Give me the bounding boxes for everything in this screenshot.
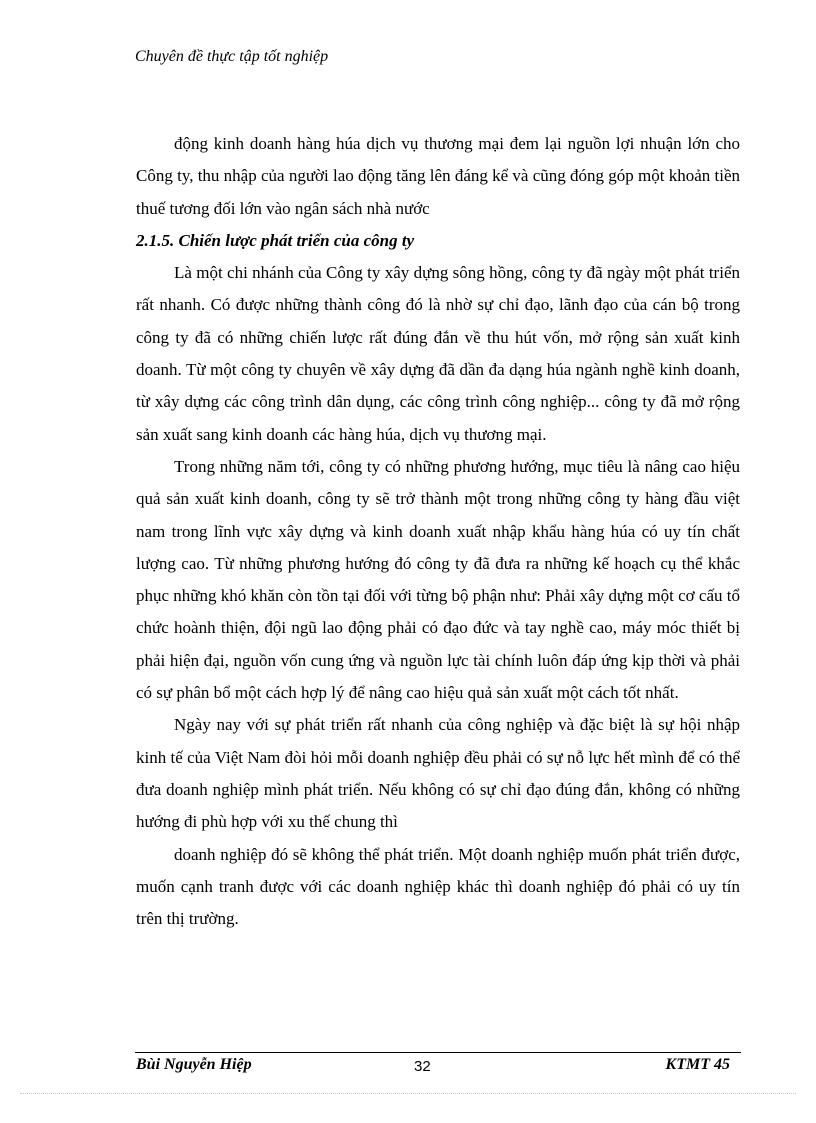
footer-author: Bùi Nguyễn Hiệp xyxy=(136,1056,252,1073)
page-bottom-border xyxy=(20,1093,796,1094)
paragraph-3: Ngày nay với sự phát triển rất nhanh của công nghiệp và đặc biệt là sự hội nhập kinh tế của Việt Nam đòi hỏi mỗi doanh nghiệp đều phải có sự nỗ lực hết mình để có thể đưa doanh nghiệp mình phát triển. Nếu không có sự chỉ đạo đúng đắn, không có những hướng đi phù hợp với xu thế chung thì xyxy=(136,715,740,832)
header-title: Chuyên đề thực tập tốt nghiệp xyxy=(135,48,329,65)
footer-page-number: 32 xyxy=(414,1058,431,1075)
paragraph-4: doanh nghiệp đó sẽ không thể phát triển. Một doanh nghiệp muốn phát triển được, muốn cạnh tranh được với các doanh nghiệp khác thì doanh nghiệp đó phải có uy tín trên thị trường. xyxy=(136,844,740,929)
section-heading: 2.1.5. Chiến lược phát triển của công ty xyxy=(136,230,415,250)
paragraph-2: Trong những năm tới, công ty có những phương hướng, mục tiêu là nâng cao hiệu quả sản xuất kinh doanh, công ty sẽ trở thành một trong những công ty hàng đầu việt nam trong lĩnh vực xây dựng và kinh doanh xuất nhập khẩu hàng húa có uy tín chất lượng cao. Từ những phương hướng đó công ty đã đưa ra những kế hoạch cụ thể khắc phục những khó khăn còn tồn tại đối với từng bộ phận như: Phải xây dựng một cơ cấu tổ chức hoành thiện, đội ngũ lao động phải có đạo đức và tay nghề cao, máy móc thiết bị phải hiện đại, nguồn vốn cung ứng và nguồn lực tài chính luôn đáp ứng kịp thời và phải có sự phân bổ một cách hợp lý để nâng cao hiệu quả sản xuất một cách tốt nhất. xyxy=(136,456,740,703)
paragraph-continuation: động kinh doanh hàng húa dịch vụ thương mại đem lại nguồn lợi nhuận lớn cho Công ty, thu nhập của người lao động tăng lên đáng kể và cũng đóng góp một khoản tiền thuế tương đối lớn vào ngân sách nhà nước xyxy=(136,134,740,218)
footer-rule xyxy=(135,1052,741,1053)
paragraph-1: Là một chi nhánh của Công ty xây dựng sông hồng, công ty đã ngày một phát triển rất nhanh. Có được những thành công đó là nhờ sự chỉ đạo, lãnh đạo của cán bộ trong công ty đã có những chiến lược rất đúng đắn về thu hút vốn, mở rộng sản xuất kinh doanh. Từ một công ty chuyên về xây dựng đã dần đa dạng húa ngành nghề kinh doanh, từ xây dựng các công trình dân dụng, các công trình công nghiệp... công ty đã mở rộng sản xuất sang kinh doanh các hàng húa, dịch vụ thương mại. xyxy=(136,263,740,444)
body-text xyxy=(136,128,740,935)
footer-class-code: KTMT 45 xyxy=(665,1056,730,1073)
